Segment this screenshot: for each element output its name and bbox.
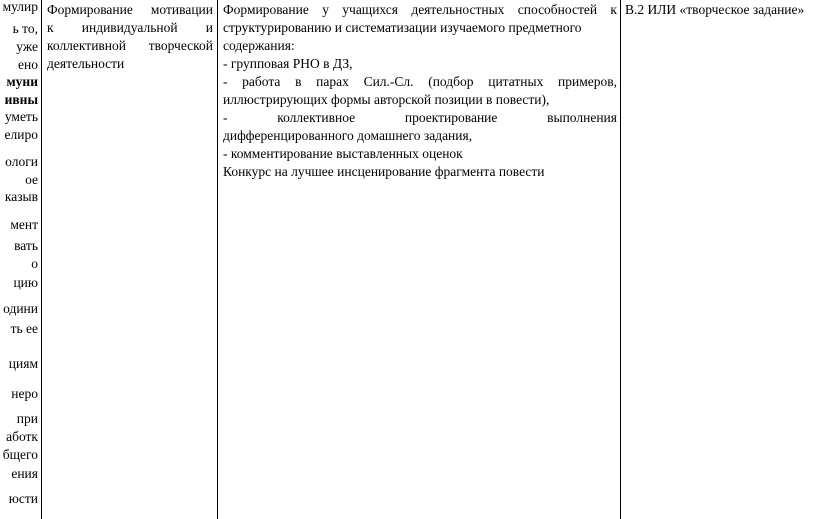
skills-fragment: уметь <box>4 109 38 124</box>
personal-results-line: Формирование мотивации <box>47 2 213 17</box>
skills-fragment: ения <box>11 466 38 481</box>
skills-fragment: неро <box>11 386 38 401</box>
activity-line: Конкурс на лучшее инсценирование фрагмента повести <box>223 164 545 179</box>
table-cell-activity <box>220 0 620 519</box>
skills-fragment: мулир <box>2 0 38 14</box>
skills-fragment: одини <box>3 301 38 316</box>
skills-fragment: мент <box>10 217 38 232</box>
skills-fragment: цию <box>13 275 38 290</box>
table-cell-assessment <box>623 0 816 519</box>
skills-fragment: о <box>31 256 38 271</box>
skills-fragment: ено <box>18 57 38 72</box>
activity-line: иллюстрирующих формы авторской позиции в повести), <box>223 92 550 107</box>
personal-results-line: коллективной творческой <box>47 38 213 53</box>
assessment-text: В.2 ИЛИ «творческое задание» <box>625 2 805 17</box>
activity-line: Формирование у учащихся деятельностных способностей к <box>223 2 617 17</box>
table-cell-skills <box>0 0 41 519</box>
activity-line: - комментирование выставленных оценок <box>223 146 463 161</box>
activity-line: - групповая РНО в ДЗ, <box>223 56 353 71</box>
skills-fragment: ть ее <box>10 321 38 336</box>
activity-line: дифференцированного домашнего задания, <box>223 128 473 143</box>
skills-fragment: вать <box>14 238 38 253</box>
skills-fragment: уже <box>16 39 38 54</box>
table-cell-personal-results <box>44 0 216 519</box>
skills-fragment: юсти <box>8 491 38 506</box>
skills-fragment: циям <box>8 356 38 371</box>
skills-fragment: ь то, <box>12 21 38 36</box>
skills-fragment: ологи <box>5 154 38 169</box>
skills-fragment: при <box>16 411 38 426</box>
personal-results-line: к индивидуальной и <box>47 20 213 35</box>
table-border-1 <box>41 0 42 519</box>
personal-results-line: деятельности <box>47 56 125 71</box>
skills-fragment: ивны <box>4 92 38 107</box>
activity-line: структурированию и систематизации изучаемого предметного <box>223 20 582 35</box>
table-border-3 <box>620 0 621 519</box>
activity-line: содержания: <box>223 38 295 53</box>
activity-line: - работа в парах Сил.-Сл. (подбор цитатных примеров, <box>223 74 617 89</box>
table-border-2 <box>217 0 218 519</box>
skills-fragment: муни <box>6 74 38 89</box>
skills-fragment: елиро <box>4 127 38 142</box>
skills-fragment: бщего <box>2 447 38 462</box>
skills-fragment: казыв <box>4 189 38 204</box>
skills-fragment: аботк <box>6 429 38 444</box>
activity-line: - коллективное проектирование выполнения <box>223 110 617 125</box>
skills-fragment: ое <box>25 172 38 187</box>
